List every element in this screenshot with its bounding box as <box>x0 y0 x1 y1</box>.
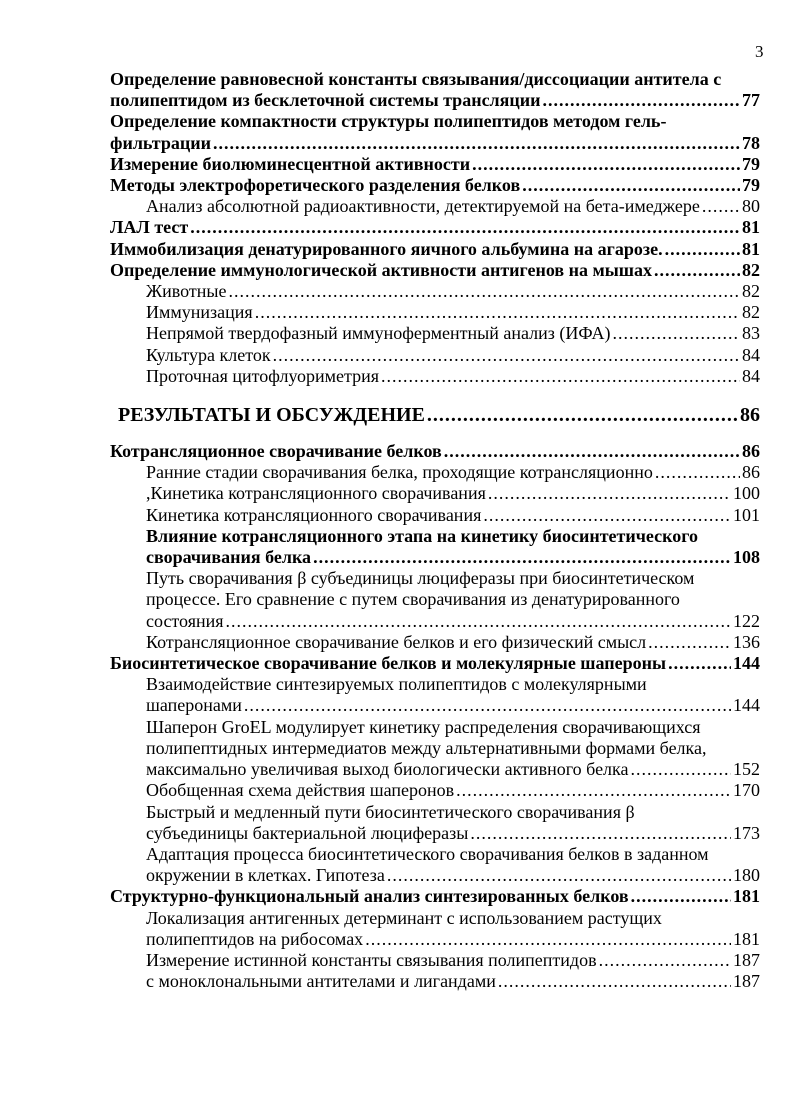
toc-entry-title: Обобщенная схема действия шаперонов <box>146 780 455 801</box>
toc-entry[interactable] <box>110 196 760 217</box>
toc-entry[interactable] <box>110 674 760 716</box>
dot-leader <box>273 345 740 366</box>
dot-leader <box>226 611 731 632</box>
toc-page-number: 187 <box>733 949 760 970</box>
dot-leader <box>313 547 731 568</box>
toc-entry-leader-line <box>110 239 760 260</box>
toc-entry-text-line: Шаперон GroEL модулирует кинетику распределения сворачивающихся <box>146 716 701 737</box>
toc-page-number: 86 <box>742 441 760 462</box>
page-number: 3 <box>755 42 764 61</box>
dot-leader <box>543 90 740 111</box>
toc-page-number: 79 <box>742 175 760 196</box>
toc-entry[interactable] <box>110 844 760 886</box>
toc-entry-text-line: Взаимодействие синтезируемых полипептидов с молекулярными <box>146 674 647 695</box>
toc-entry-leader-line <box>146 950 760 971</box>
toc-entry-leader-line <box>146 759 760 780</box>
toc-page-number: 101 <box>733 504 760 525</box>
toc-page-number: 122 <box>733 610 760 631</box>
toc-page-number: 170 <box>733 780 760 801</box>
toc-page-number: 180 <box>733 865 760 886</box>
toc-entry-text-line: Быстрый и медленный пути биосинтетического сворачивания β <box>146 801 635 822</box>
toc-entry-leader-line <box>146 780 760 801</box>
toc-entry-leader-line <box>146 462 760 483</box>
toc-page-number: 82 <box>742 259 760 280</box>
dot-leader <box>213 133 740 154</box>
toc-entry-text-line: Путь сворачивания β субъединицы люциферазы при биосинтетическом <box>146 568 695 589</box>
toc-entry-leader-line <box>146 632 760 653</box>
dot-leader <box>631 759 731 780</box>
toc-entry-title: Измерение биолюминесцентной активности <box>110 153 471 174</box>
toc-page-number: 83 <box>742 323 760 344</box>
toc-entry-title: Котрансляционное сворачивание белков и его физический смысл <box>146 631 647 652</box>
toc-entry[interactable] <box>110 505 760 526</box>
dot-leader <box>472 154 740 175</box>
toc-entry-leader-line <box>110 175 760 196</box>
toc-entry-leader-line <box>110 154 760 175</box>
dot-leader <box>488 483 731 504</box>
toc-entry-title: Анализ абсолютной радиоактивности, детектируемой на бета-имеджере <box>146 196 700 217</box>
toc-entry-title: фильтрации <box>110 132 211 153</box>
toc-page-number: 144 <box>733 695 760 716</box>
toc-entry-title: полипептидом из бесклеточной системы трансляции <box>110 90 541 111</box>
toc-entry-title: Котрансляционное сворачивание белков <box>110 441 442 462</box>
toc-entry-leader-line <box>146 366 760 387</box>
dot-leader <box>456 780 731 801</box>
toc-entry-title: Иммобилизация денатурированного яичного альбумина на агарозе. <box>110 238 663 259</box>
toc-page-number: 86 <box>742 462 760 483</box>
toc-page-number: 80 <box>742 196 760 217</box>
dot-leader <box>244 695 731 716</box>
toc-entry[interactable] <box>110 717 760 781</box>
toc-entry-title: Культура клеток <box>146 344 271 365</box>
chapter-heading[interactable] <box>110 403 760 427</box>
dot-leader <box>470 823 731 844</box>
toc-page-number: 77 <box>742 90 760 111</box>
toc-entry-text-line: Адаптация процесса биосинтетического сворачивания белков в заданном <box>146 843 709 864</box>
toc-entry[interactable] <box>110 950 760 971</box>
toc-entry[interactable] <box>110 366 760 387</box>
dot-leader <box>387 865 731 886</box>
toc-entry-leader-line <box>146 302 760 323</box>
dot-leader <box>654 260 740 281</box>
toc-entry-title: полипептидов на рибосомах <box>146 928 364 949</box>
toc-entry-text-line: полипептидных интермедиатов между альтернативными формами белка, <box>146 737 707 758</box>
toc-page-number: 100 <box>733 483 760 504</box>
toc-entry-title: Методы электрофоретического разделения белков <box>110 175 521 196</box>
dot-leader <box>599 950 731 971</box>
toc-entry-leader-line <box>146 483 760 504</box>
toc-page-number: 136 <box>733 631 760 652</box>
toc-page-number: 84 <box>742 365 760 386</box>
toc-entry[interactable] <box>110 111 760 153</box>
dot-leader <box>648 632 731 653</box>
toc-entry-leader-line <box>110 260 760 281</box>
toc-entry-text-line: Определение равновесной константы связывания/диссоциации антитела с <box>110 69 722 89</box>
dot-leader <box>498 971 731 992</box>
toc-entry[interactable] <box>110 69 760 111</box>
toc-entry-text-line: Влияние котрансляционного этапа на кинетику биосинтетического <box>146 525 698 546</box>
toc-entry-title: окружении в клетках. Гипотеза <box>146 865 385 886</box>
table-of-contents <box>110 69 760 992</box>
toc-page-number: 187 <box>733 971 760 992</box>
toc-entry-leader-line <box>146 323 760 344</box>
toc-entry-leader-line <box>110 653 760 674</box>
dot-leader <box>483 505 731 526</box>
toc-entry-text-line: Локализация антигенных детерминант с использованием растущих <box>146 907 662 928</box>
toc-entry-leader-line <box>146 345 760 366</box>
toc-entry-leader-line <box>110 90 760 111</box>
toc-entry-title: шаперонами <box>146 695 242 716</box>
toc-entry-leader-line <box>146 865 760 886</box>
toc-entry-title: Животные <box>146 281 227 302</box>
toc-entry-title: субъединицы бактериальной люциферазы <box>146 822 469 843</box>
dot-leader <box>665 239 740 260</box>
dot-leader <box>522 175 740 196</box>
dot-leader <box>702 196 740 217</box>
toc-page-number: 82 <box>742 302 760 323</box>
toc-page-number: 108 <box>733 547 760 568</box>
dot-leader <box>631 886 731 907</box>
toc-entry-leader-line <box>146 196 760 217</box>
toc-entry-leader-line <box>110 886 760 907</box>
toc-entry-title: Иммунизация <box>146 302 253 323</box>
toc-entry[interactable] <box>110 217 760 238</box>
toc-entry[interactable] <box>110 780 760 801</box>
toc-entry-title: Проточная цитофлуориметрия <box>146 365 380 386</box>
toc-page-number: 181 <box>733 928 760 949</box>
toc-entry[interactable] <box>110 260 760 281</box>
toc-entry[interactable] <box>110 281 760 302</box>
toc-entry-leader-line <box>146 281 760 302</box>
toc-entry-leader-line <box>110 217 760 238</box>
toc-entry[interactable] <box>110 239 760 260</box>
toc-entry-leader-line <box>146 971 760 992</box>
dot-leader <box>255 302 740 323</box>
toc-page-number: 84 <box>742 344 760 365</box>
toc-entry[interactable] <box>110 483 760 504</box>
toc-entry[interactable] <box>110 154 760 175</box>
toc-entry-title: Структурно-функциональный анализ синтезированных белков <box>110 886 629 907</box>
toc-entry-leader-line <box>110 441 760 462</box>
toc-page-number: 81 <box>742 238 760 259</box>
toc-entry-title: Измерение истинной константы связывания полипептидов <box>146 949 597 970</box>
toc-entry-text-line: Определение компактности структуры полипептидов методом гель- <box>110 111 667 132</box>
toc-entry[interactable] <box>110 462 760 483</box>
dot-leader <box>427 403 738 427</box>
toc-entry[interactable] <box>110 632 760 653</box>
toc-entry-title: с моноклональными антителами и лигандами <box>146 971 496 992</box>
toc-page-number: 181 <box>733 886 760 907</box>
dot-leader <box>190 217 740 238</box>
toc-entry[interactable] <box>110 175 760 196</box>
dot-leader <box>381 366 740 387</box>
toc-page-number: 79 <box>742 153 760 174</box>
toc-entry[interactable] <box>110 886 760 907</box>
dot-leader <box>228 281 740 302</box>
toc-entry[interactable] <box>110 653 760 674</box>
toc-entry-title: Непрямой твердофазный иммуноферментный анализ (ИФА) <box>146 323 611 344</box>
toc-entry-title: состояния <box>146 610 224 631</box>
toc-entry-text-line: процессе. Его сравнение с путем сворачивания из денатурированного <box>146 589 680 610</box>
toc-entry[interactable] <box>110 568 760 632</box>
toc-page-number: 173 <box>733 822 760 843</box>
toc-page-number: 78 <box>742 132 760 153</box>
dot-leader <box>444 441 740 462</box>
toc-entry[interactable] <box>110 908 760 950</box>
toc-entry-title: сворачивания белка <box>146 547 312 568</box>
toc-entry-title: ,Кинетика котрансляционного сворачивания <box>146 483 486 504</box>
toc-entry-leader-line <box>146 505 760 526</box>
dot-leader <box>612 323 740 344</box>
toc-page-number: 86 <box>740 404 760 427</box>
toc-entry-title: ЛАЛ тест <box>110 217 189 238</box>
toc-entry-leader-line <box>146 547 760 568</box>
toc-entry-leader-line <box>146 823 760 844</box>
toc-entry-leader-line <box>146 695 760 716</box>
toc-entry-leader-line <box>110 133 760 154</box>
toc-entry-leader-line <box>146 611 760 632</box>
toc-entry-title: Биосинтетическое сворачивание белков и молекулярные шапероны <box>110 653 667 674</box>
toc-entry-title: максимально увеличивая выход биологически активного белка <box>146 759 629 780</box>
toc-entry-title: Ранние стадии сворачивания белка, проходящие котрансляционно <box>146 462 653 483</box>
toc-page-number: 81 <box>742 217 760 238</box>
dot-leader <box>365 929 731 950</box>
toc-entry-title: Кинетика котрансляционного сворачивания <box>146 504 482 525</box>
toc-entry[interactable] <box>110 441 760 462</box>
toc-page-number: 144 <box>733 653 760 674</box>
toc-entry[interactable] <box>110 302 760 323</box>
toc-entry-leader-line <box>146 929 760 950</box>
toc-entry-title: РЕЗУЛЬТАТЫ И ОБСУЖДЕНИЕ <box>118 404 425 427</box>
toc-entry-title: Определение иммунологической активности антигенов на мышах <box>110 259 652 280</box>
toc-entry[interactable] <box>110 323 760 344</box>
toc-entry[interactable] <box>110 526 760 568</box>
toc-entry-leader-line <box>118 403 760 427</box>
dot-leader <box>668 653 731 674</box>
toc-entry[interactable] <box>110 345 760 366</box>
toc-entry[interactable] <box>110 802 760 844</box>
dot-leader <box>655 462 740 483</box>
toc-page-number: 152 <box>733 759 760 780</box>
toc-page-number: 82 <box>742 281 760 302</box>
toc-entry[interactable] <box>110 971 760 992</box>
